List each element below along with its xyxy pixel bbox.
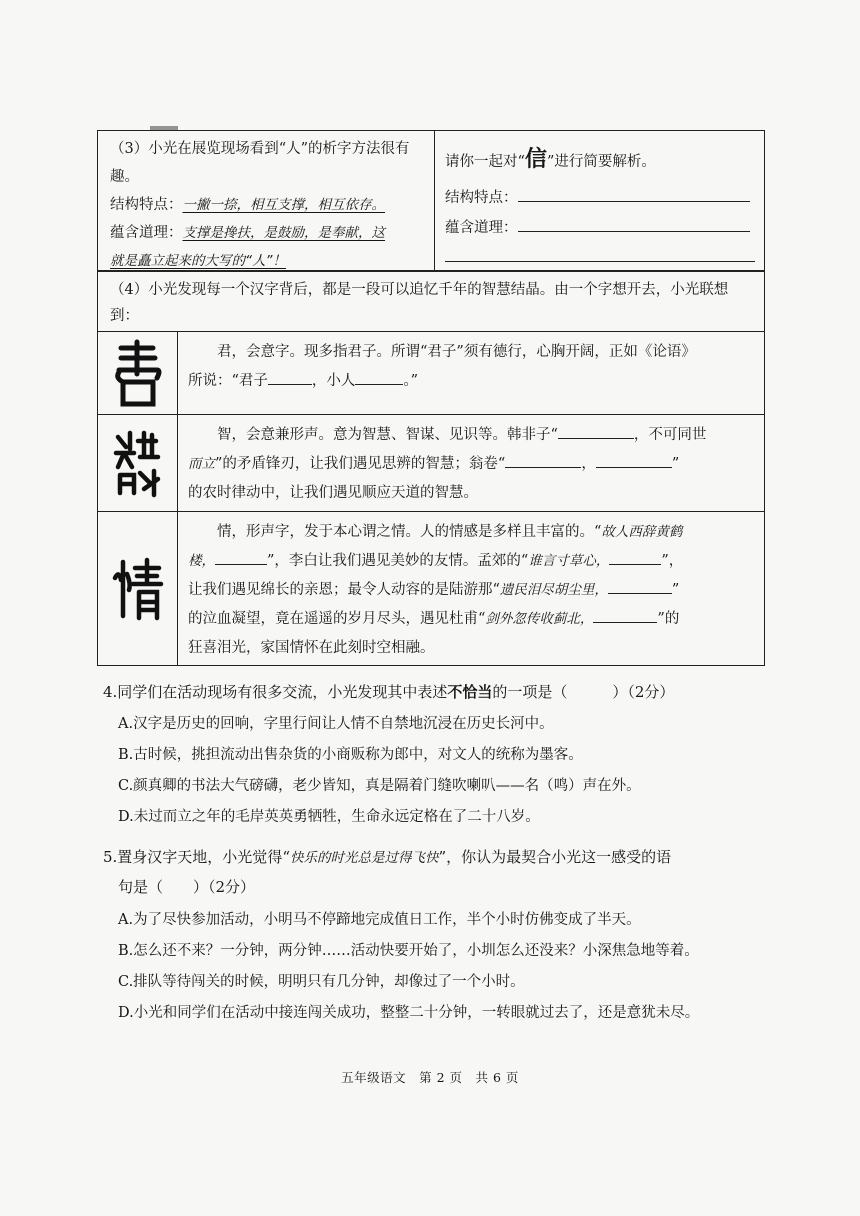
part3-answer-cell [435, 131, 764, 270]
row-zhi-text: 智，会意兼形声。意为智慧、智谋、见识等。韩非子“ ，不可同世 而立”的矛盾锋刃，让我们遇见思辨的智慧；翁卷“ ， ” 的农时律动中，让我们遇见顺应天道的智慧。 [178, 415, 764, 508]
xin-character: 信 [524, 147, 547, 172]
question-4-option-a[interactable]: A.汉字是历史的回响，字里行间让人情不自禁地沉浸在历史长河中。 [118, 716, 554, 732]
blank-mengjiao[interactable] [609, 548, 661, 565]
part3-structure: 结构特点：一撇一捺，相互支撑，相互依存。 [110, 197, 385, 213]
question-5-option-b[interactable]: B.怎么还不来？一分钟，两分钟……活动快要开始了，小圳怎么还没来？小深焦急地等着。 [118, 943, 699, 959]
row-qing-text: 情，形声字，发于本心谓之情。人的情感是多样且丰富的。“故人西辞黄鹤 楼， ”，李白让我们遇见美妙的友情。孟郊的“谁言寸草心， ”， 让我们遇见绵长的亲恩；最令人动容的是陆游那“遗民泪尽胡尘里， ” 的泣血凝望，竟在遥遥的岁月尽头，遇见杜甫“剑外忽传收蓟北， ”的 狂喜泪光，家国情怀在此刻时空相融。 [188, 524, 684, 656]
question-4-option-b[interactable]: B.古时候，挑担流动出售杂货的小商贩称为郎中，对文人的统称为墨客。 [118, 747, 583, 763]
blank-wengjuan-1[interactable] [505, 451, 581, 468]
part4-intro: （4）小光发现每一个汉字背后，都是一段可以追忆千年的智慧结晶。由一个字想开去，小光联想到： [98, 270, 764, 332]
page-footer: 五年级语文 第 2 页 共 6 页 [341, 1070, 519, 1085]
structure-blank[interactable] [518, 185, 750, 202]
part3-prompt: 请你一起对“信”进行简要解析。 [445, 147, 656, 172]
row-jun-text: 君，会意字。现多指君子。所谓“君子”须有德行，心胸开阔，正如《论语》 所说：“君子 ，小人 。” [188, 344, 696, 389]
blank-xiaoren[interactable] [355, 368, 403, 385]
blank-libai[interactable] [215, 548, 267, 565]
row-jun [98, 332, 764, 415]
question-5-option-c[interactable]: C.排队等待闯关的时候，明明只有几分钟，却像过了一个小时。 [118, 974, 525, 990]
part3-meaning: 蕴含道理：支撑是搀扶，是鼓励，是奉献，这 [110, 225, 385, 241]
blank-junzi[interactable] [268, 368, 312, 385]
seal-qing-icon [98, 512, 178, 665]
meaning-blank-2[interactable] [445, 245, 755, 262]
question-5-option-a[interactable]: A.为了尽快参加活动，小明马不停蹄地完成值日工作，半个小时仿佛变成了半天。 [118, 912, 641, 928]
question-5-stem-cont: 句是（ ）（2分） [118, 878, 256, 896]
blank-hanfeizi[interactable] [558, 422, 634, 439]
part3-structure-value: 一撇一捺，相互支撑，相互依存。 [182, 197, 385, 213]
blank-dufu[interactable] [593, 606, 657, 623]
answer-meaning-line-2 [445, 243, 756, 273]
part3-table [97, 130, 765, 272]
row-zhi [98, 415, 764, 512]
question-4-stem: 4.同学们在活动现场有很多交流，小光发现其中表述不恰当的一项是（ ）（2分） [103, 683, 675, 701]
part3-example-cell [98, 131, 435, 270]
question-5-option-d[interactable]: D.小光和同学们在活动中接连闯关成功，整整二十分钟，一转眼就过去了，还是意犹未尽。 [118, 1005, 700, 1021]
blank-wengjuan-2[interactable] [596, 451, 672, 468]
seal-zhi-icon [98, 415, 178, 511]
answer-structure-line: 结构特点： [445, 183, 756, 213]
question-4-option-c[interactable]: C.颜真卿的书法大气磅礴，老少皆知，真是隔着门缝吹喇叭——名（鸣）声在外。 [118, 778, 641, 794]
seal-jun-icon [98, 332, 178, 414]
question-4-option-d[interactable]: D.未过而立之年的毛岸英英勇牺牲，生命永远定格在了二十八岁。 [118, 809, 540, 825]
blank-luyou[interactable] [608, 577, 672, 594]
row-qing [98, 512, 764, 665]
answer-meaning-line: 蕴含道理： [445, 213, 756, 243]
part3-meaning-value-2: 就是矗立起来的大写的“人”！ [110, 253, 286, 269]
part3-title: （3）小光在展览现场看到“人”的析字方法很有趣。 [110, 141, 410, 185]
part4-table [97, 270, 765, 666]
question-5-stem: 5.置身汉字天地，小光觉得“快乐的时光总是过得飞快”，你认为最契合小光这一感受的语 [103, 848, 672, 866]
meaning-blank-1[interactable] [518, 215, 750, 232]
part3-meaning-value-1: 支撑是搀扶，是鼓励，是奉献，这 [182, 225, 385, 241]
